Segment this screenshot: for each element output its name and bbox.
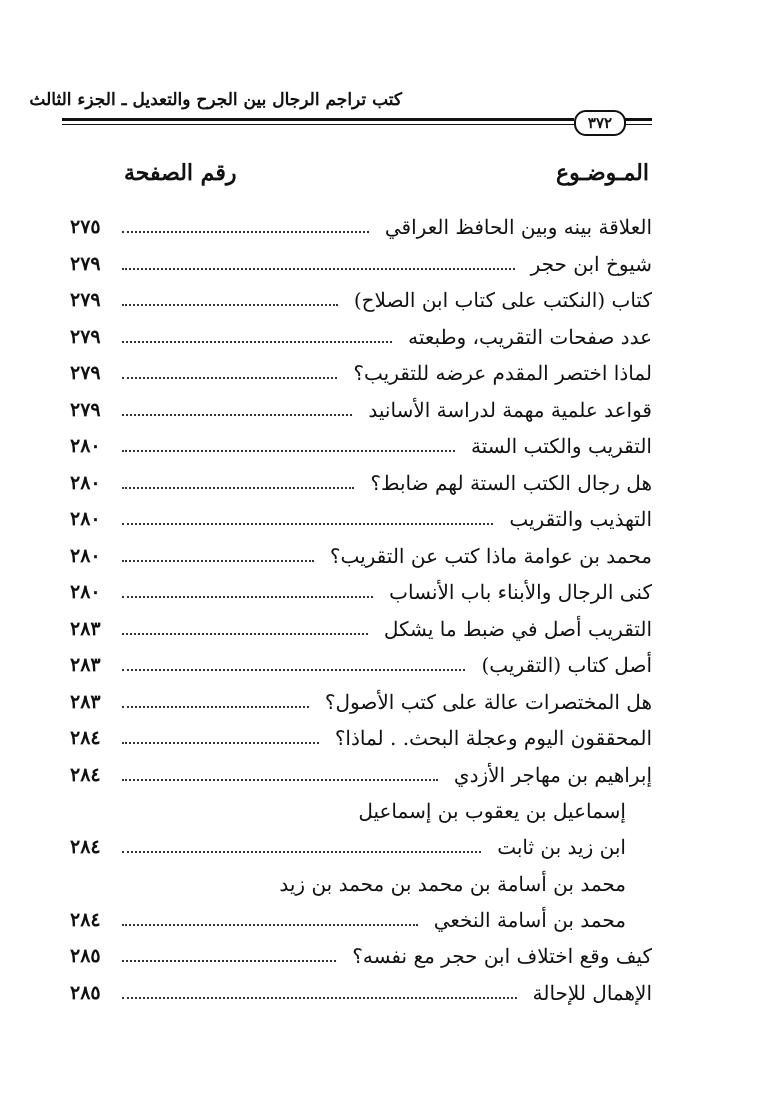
toc-entry (70, 392, 652, 429)
toc-entry-title: محمد بن أسامة النخعي (433, 907, 626, 932)
dot-leader (122, 633, 368, 635)
dot-leader (122, 523, 493, 525)
toc-entry (70, 647, 652, 684)
toc-entry (70, 684, 652, 721)
toc-entry-page: ٢٧٩ (70, 325, 101, 348)
toc-entry-page: ٢٧٩ (70, 289, 101, 312)
toc-entry-title: إبراهيم بن مهاجر الأزدي (453, 762, 652, 787)
toc-entry-page: ٢٨٣ (70, 654, 101, 677)
toc-entry-title: شيوخ ابن حجر (530, 251, 652, 276)
toc-entry-page: ٢٨٣ (70, 617, 101, 640)
dot-leader (122, 341, 392, 343)
dot-leader (122, 487, 354, 489)
toc-entry-page: ٢٨٤ (70, 763, 101, 786)
toc-entry-page: ٢٨٣ (70, 690, 101, 713)
toc-entry-title: التقريب والكتب الستة (470, 434, 652, 459)
dot-leader (122, 231, 369, 233)
toc-entry-title: المحققون اليوم وعجلة البحث. . لماذا؟ (334, 726, 652, 751)
toc-entry (70, 611, 652, 648)
toc-entry-title: قواعد علمية مهمة لدراسة الأسانيد (368, 397, 652, 422)
dot-leader (122, 268, 515, 270)
dot-leader (122, 596, 373, 598)
dot-leader (122, 742, 319, 744)
table-of-contents (70, 209, 652, 1011)
dot-leader (122, 779, 438, 781)
dot-leader (122, 997, 517, 999)
page-column-heading: رقم الصفحة (124, 160, 237, 186)
toc-entry (70, 319, 652, 356)
dot-leader (122, 669, 465, 671)
toc-entry (70, 757, 652, 794)
dot-leader (122, 851, 481, 853)
header-rule (62, 118, 574, 121)
dot-leader (122, 706, 309, 708)
toc-entry-title: إسماعيل بن يعقوب بن إسماعيل (358, 799, 626, 823)
toc-entry-page: ٢٨٤ (70, 836, 101, 859)
subject-column-heading: المـوضـوع (556, 160, 649, 186)
toc-subentry (70, 866, 652, 902)
toc-entry-title: التهذيب والتقريب (509, 507, 652, 532)
toc-entry-page: ٢٧٩ (70, 398, 101, 421)
toc-entry-title: عدد صفحات التقريب، وطبعته (408, 324, 652, 349)
toc-entry-page: ٢٧٥ (70, 216, 101, 239)
dot-leader (122, 924, 418, 926)
toc-entry (70, 501, 652, 538)
toc-entry-page: ٢٧٩ (70, 252, 101, 275)
toc-entry (70, 282, 652, 319)
dot-leader (122, 414, 352, 416)
toc-entry-page: ٢٧٩ (70, 362, 101, 385)
toc-entry (70, 574, 652, 611)
toc-entry (70, 938, 652, 975)
toc-entry-page: ٢٨٥ (70, 981, 101, 1004)
toc-entry (70, 720, 652, 757)
toc-entry-page: ٢٨٤ (70, 908, 101, 931)
toc-subentry (70, 829, 652, 866)
toc-entry (70, 209, 652, 246)
toc-subentry (70, 902, 652, 939)
dot-leader (122, 304, 338, 306)
toc-entry-title: هل رجال الكتب الستة لهم ضابط؟ (370, 470, 652, 495)
toc-entry-title: أصل كتاب (التقريب) (481, 653, 652, 678)
toc-entry (70, 428, 652, 465)
toc-entry-page: ٢٨٥ (70, 945, 101, 968)
toc-entry-title: لماذا اختصر المقدم عرضه للتقريب؟ (353, 361, 652, 386)
toc-entry (70, 246, 652, 283)
toc-entry-page: ٢٨٠ (70, 508, 101, 531)
toc-entry-page: ٢٨٠ (70, 435, 101, 458)
toc-subentry (70, 793, 652, 829)
toc-entry (70, 355, 652, 392)
toc-entry-title: التقريب أصل في ضبط ما يشكل (383, 616, 652, 641)
dot-leader (122, 450, 455, 452)
toc-entry-title: هل المختصرات عالة على كتب الأصول؟ (324, 689, 652, 714)
toc-entry-title: كيف وقع اختلاف ابن حجر مع نفسه؟ (352, 944, 652, 969)
toc-entry (70, 975, 652, 1012)
toc-entry-title: العلاقة بينه وبين الحافظ العراقي (384, 215, 652, 240)
toc-entry (70, 465, 652, 502)
toc-entry-title: الإهمال للإحالة (532, 980, 652, 1005)
dot-leader (122, 377, 337, 379)
toc-entry-title: كتاب (النكتب على كتاب ابن الصلاح) (353, 288, 652, 313)
toc-entry-page: ٢٨٤ (70, 727, 101, 750)
toc-entry (70, 538, 652, 575)
toc-entry-page: ٢٨٠ (70, 581, 101, 604)
toc-entry-title: محمد بن عوامة ماذا كتب عن التقريب؟ (329, 543, 652, 568)
toc-entry-title: محمد بن أسامة بن محمد بن محمد بن زيد (279, 871, 626, 896)
page-number-badge: ٣٧٢ (574, 110, 626, 136)
running-header: كتب تراجم الرجال بين الجرح والتعديل ـ الجزء الثالث (29, 90, 402, 110)
dot-leader (122, 560, 314, 562)
toc-entry-title: ابن زيد بن ثابت (497, 835, 626, 860)
dot-leader (122, 960, 336, 962)
toc-entry-page: ٢٨٠ (70, 471, 101, 494)
toc-entry-title: كنى الرجال والأبناء باب الأنساب (389, 580, 652, 605)
header-rule-right (622, 118, 652, 121)
toc-entry-page: ٢٨٠ (70, 544, 101, 567)
